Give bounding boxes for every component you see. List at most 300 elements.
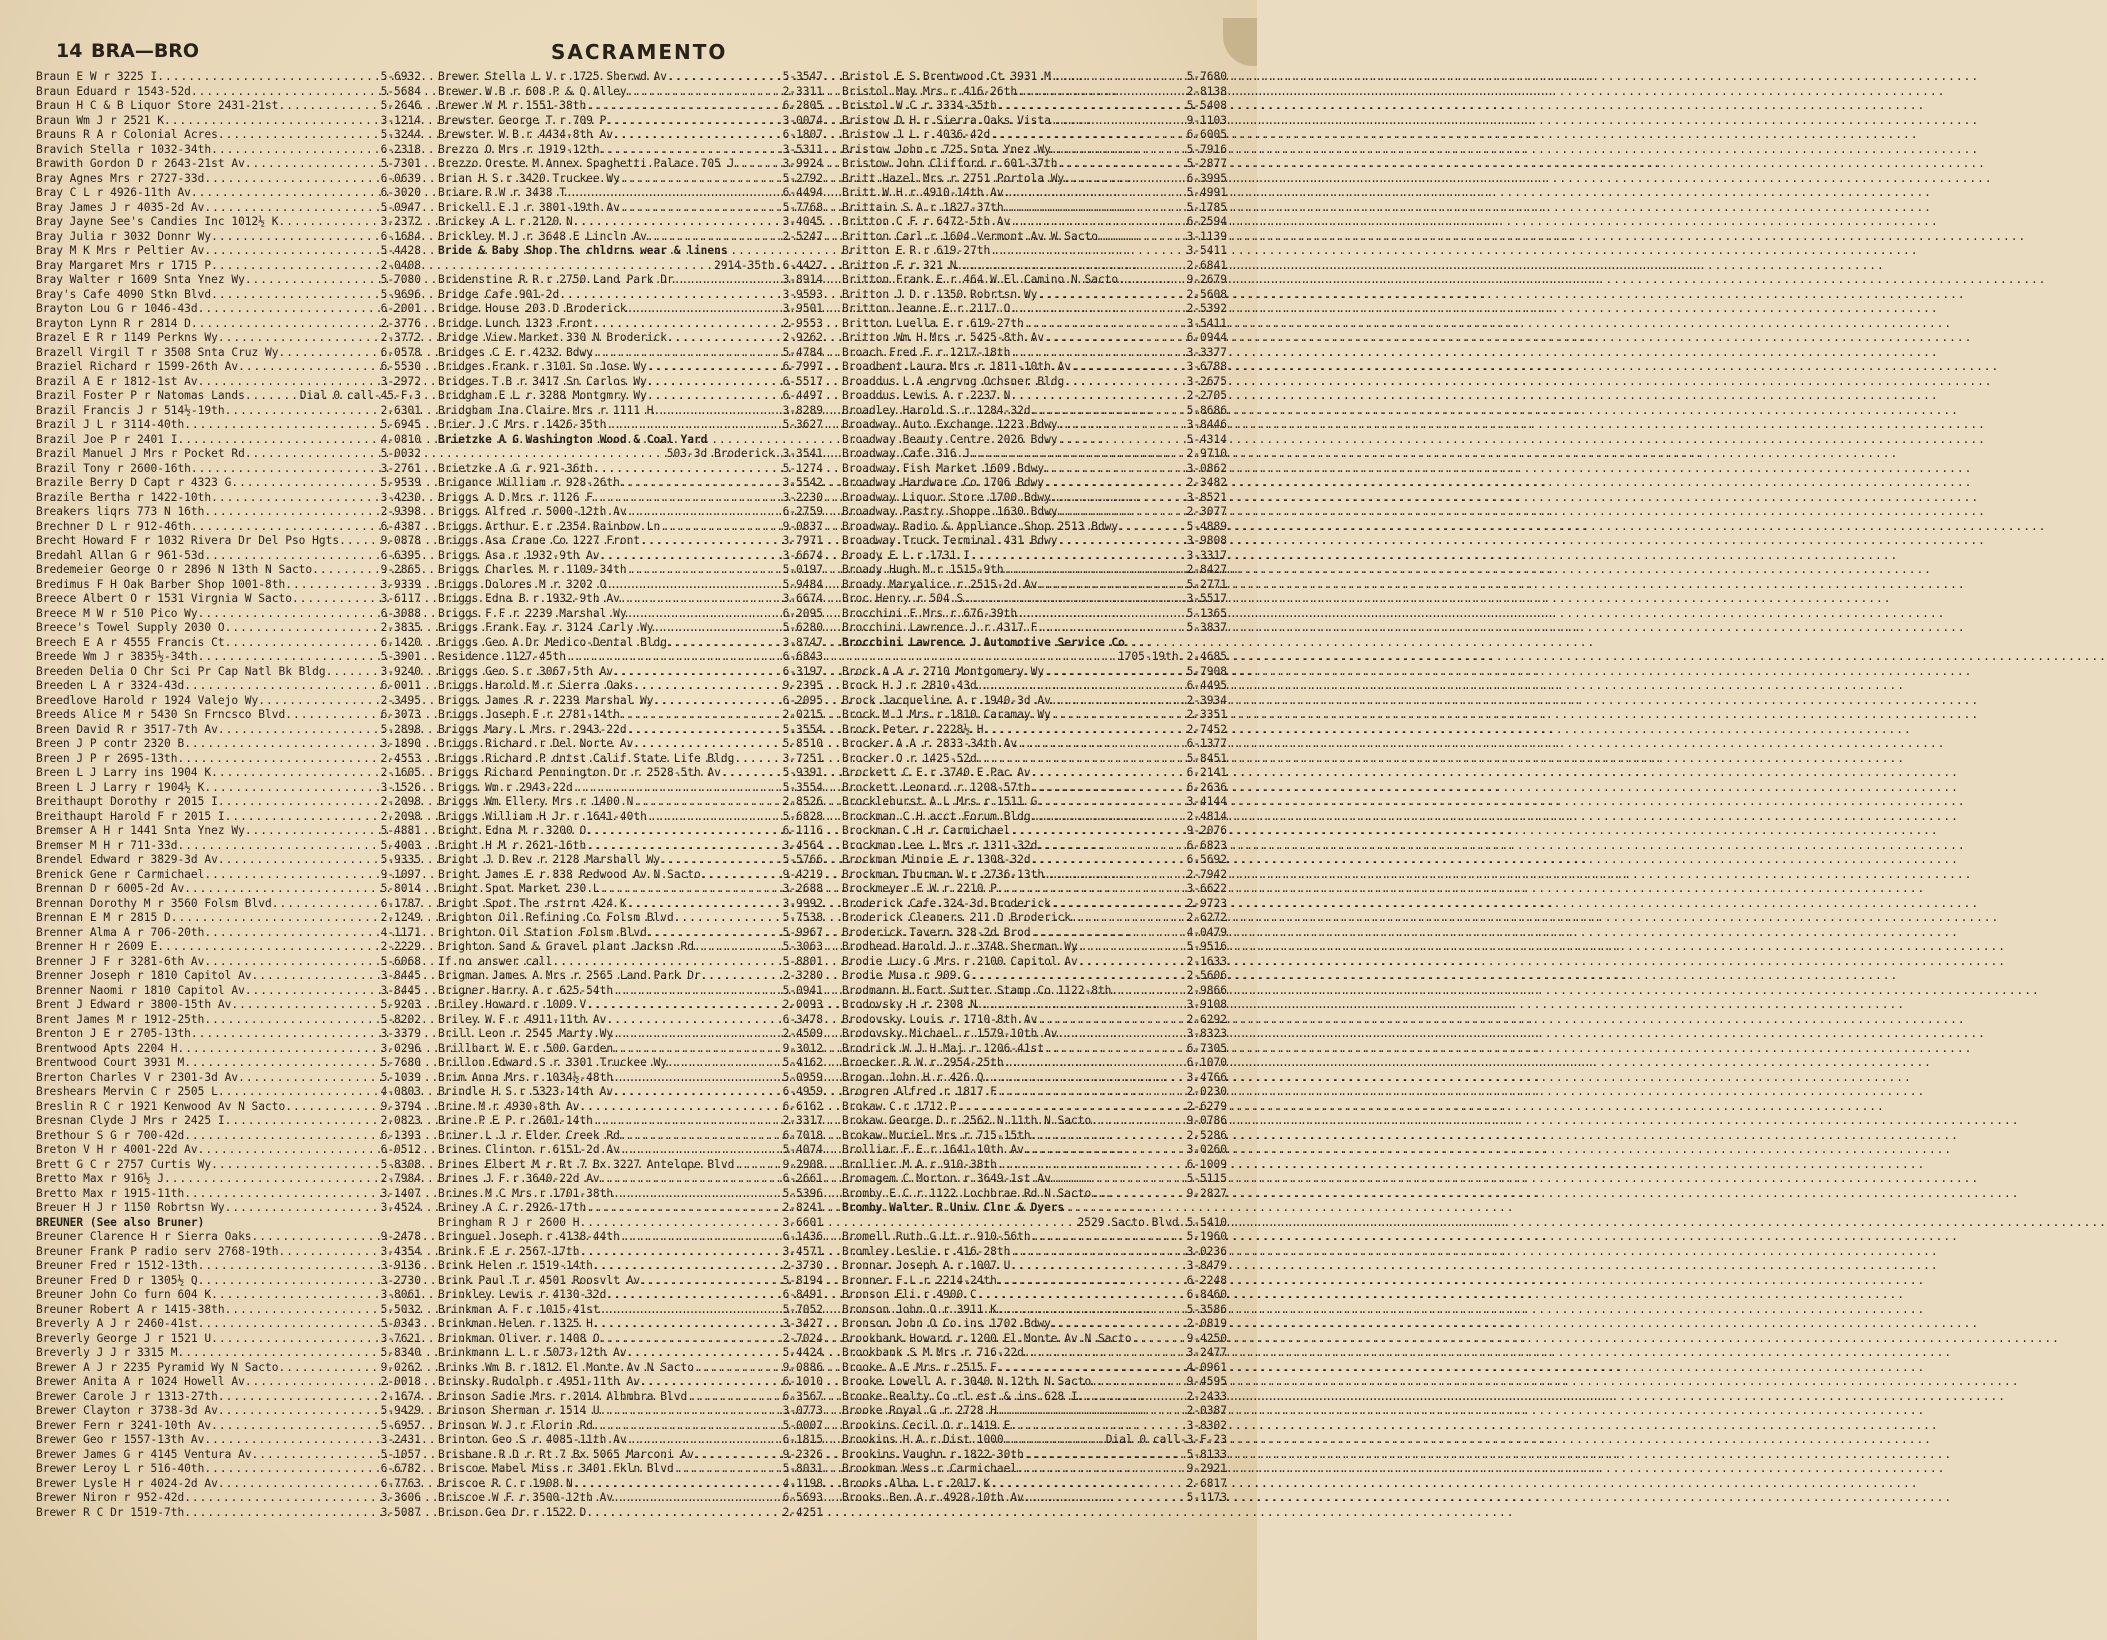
listing-name: Brindle H S r 5323-14th Av <box>438 1085 614 1098</box>
listing-name: Breeden Delia O Chr Sci Pr Cap Natl Bk Bldg <box>36 664 326 678</box>
phone-number: 5-7768 <box>782 200 823 214</box>
phone-number: 2-3495 <box>380 693 421 707</box>
listing-name: Bright H M r 2621-16th <box>438 838 587 852</box>
listing-row <box>842 1317 1227 1332</box>
phone-number: 2-2229 <box>380 940 421 953</box>
leader-dots <box>1004 186 1187 201</box>
phone-number: 5-2771 <box>1186 577 1227 591</box>
listing-row <box>438 1361 823 1376</box>
listing-name: Brennan E M r 2815 D <box>36 911 171 924</box>
listing-row <box>842 1346 1227 1361</box>
phone-number: 2-3835 <box>380 621 421 634</box>
listing-row <box>842 1216 1227 1231</box>
listing-row <box>36 70 421 85</box>
listing-name: Brazil A E r 1812-1st Av <box>36 374 198 388</box>
phone-number: 2-4509 <box>782 1027 823 1040</box>
leader-dots <box>990 128 1186 143</box>
listing-row <box>36 955 421 970</box>
phone-number: 2-3351 <box>1186 708 1227 721</box>
leader-dots <box>1058 418 1187 433</box>
leader-dots <box>593 1114 783 1129</box>
leader-dots <box>225 404 381 419</box>
listing-name: Brokaw C r 1712 P <box>842 1099 957 1113</box>
phone-number: 2-1249 <box>380 911 421 924</box>
listing-row <box>36 273 421 288</box>
listing-row <box>842 679 1227 694</box>
listing-name: Broderick Cleaners 211 D Broderick <box>842 911 1072 924</box>
leader-dots <box>1091 1375 1186 1390</box>
phone-number: 3-4045 <box>782 215 823 228</box>
phone-number: 5-4424 <box>782 1346 823 1359</box>
leader-dots <box>184 1056 380 1071</box>
leader-dots <box>204 1462 380 1477</box>
listing-name: Briggs Edna B r 1932-9th Av <box>438 592 620 605</box>
listing-name: Bremser A H r 1441 Snta Ynez Wy <box>36 824 245 837</box>
listing-name: Broadway Pastry Shoppe 1630 Bdwy <box>842 505 1058 518</box>
phone-number: 2-7024 <box>782 1331 823 1345</box>
leader-dots <box>586 99 782 114</box>
listing-row <box>438 317 823 332</box>
phone-number: 6-6162 <box>782 1099 823 1113</box>
leader-dots <box>1051 897 1187 912</box>
listing-name: Brodovsky Michael r 1579-10th Av <box>842 1027 1058 1040</box>
phone-number: 5-9967 <box>782 925 823 939</box>
leader-dots <box>1010 302 1186 317</box>
listing-row <box>438 882 823 897</box>
leader-dots <box>1078 940 1187 955</box>
phone-number: 5-1057 <box>380 1447 421 1461</box>
listing-row <box>36 1201 421 1216</box>
listing-name: Bredahl Allan G r 961-53d <box>36 548 205 562</box>
listing-name: Briggs Frank Fay r 3124 Carly Wy <box>438 621 654 634</box>
phone-number: 6-1116 <box>782 824 823 837</box>
leader-dots <box>238 360 381 375</box>
listing-name: Briggs Harold M r Sierra Oaks <box>438 679 634 692</box>
leader-dots <box>231 998 380 1013</box>
phone-number: 6-2318 <box>380 142 421 156</box>
listing-row <box>842 810 1227 825</box>
phone-number: 3-8323 <box>1186 1027 1227 1040</box>
listing-row <box>438 215 823 230</box>
listing-row <box>842 520 1227 535</box>
leader-dots <box>613 1042 782 1057</box>
leader-dots <box>1037 1013 1186 1028</box>
listing-row <box>842 781 1227 796</box>
phone-number: 3-1890 <box>380 737 421 750</box>
phone-number: 5-4889 <box>1186 519 1227 533</box>
leader-dots <box>977 679 1187 694</box>
listing-row <box>36 795 421 810</box>
listing-name: Breverly George J r 1521 U <box>36 1331 212 1345</box>
phone-number: 5-5408 <box>1186 99 1227 112</box>
leader-dots <box>1044 665 1187 680</box>
listing-row <box>36 491 421 506</box>
listing-name: Broady Hugh M r 1515-9th <box>842 563 1004 576</box>
phone-number: 2-0093 <box>782 998 823 1011</box>
phone-number: 5-8133 <box>1186 1447 1227 1461</box>
listing-row <box>842 607 1227 622</box>
listing-row <box>36 1259 421 1274</box>
listing-name: Brock H J r 2810-43d <box>842 679 977 692</box>
leader-dots <box>1010 346 1186 361</box>
phone-number: 6-2636 <box>1186 780 1227 794</box>
listing-name: Britton E R r 619-27th <box>842 244 991 257</box>
leader-dots <box>1091 1187 1186 1202</box>
phone-number: 5-7680 <box>1186 70 1227 83</box>
leader-dots <box>997 1085 1187 1100</box>
phone-number: 3-4354 <box>380 1244 421 1258</box>
leader-dots <box>620 172 783 187</box>
phone-number: 2-4814 <box>1186 809 1227 823</box>
listing-row <box>842 476 1227 491</box>
listing-row <box>438 520 823 535</box>
listing-name: Brecht Howard F r 1032 Rivera Dr Del Pso Hgts <box>36 534 340 547</box>
listing-name: Residence 1127-45th <box>438 650 566 663</box>
leader-dots <box>1037 578 1186 593</box>
listing-name: Broderick Tavern 328-2d Brod <box>842 925 1031 939</box>
phone-number: 3-8445 <box>380 969 421 982</box>
listing-row <box>36 1346 421 1361</box>
phone-number: 6-2661 <box>782 1172 823 1185</box>
listing-row <box>438 998 823 1013</box>
listing-row <box>842 433 1227 448</box>
phone-number: 5-2792 <box>782 171 823 185</box>
phone-number: 5-3901 <box>380 650 421 663</box>
listing-row <box>842 331 1227 346</box>
leader-dots <box>620 1143 783 1158</box>
listing-row <box>842 955 1227 970</box>
listing-name: Briney A C r 2926-17th <box>438 1201 587 1214</box>
listing-row <box>36 476 421 491</box>
listing-row <box>438 1274 823 1289</box>
leader-dots <box>1017 607 1186 622</box>
leader-dots <box>613 665 782 680</box>
leader-dots <box>1044 331 1187 346</box>
listing-name: Brett G C r 2757 Curtis Wy <box>36 1157 212 1171</box>
listing-name: Brazil Joe P r 2401 I <box>36 432 178 446</box>
listing-row <box>438 288 823 303</box>
leader-dots <box>1031 853 1187 868</box>
listing-row <box>36 520 421 535</box>
phone-number: 9-2921 <box>1186 1462 1227 1475</box>
phone-number: 5-5115 <box>1186 1172 1227 1185</box>
listing-name: Bridge Cafe 901-2d <box>438 287 560 301</box>
listing-row <box>438 128 823 143</box>
listing-row <box>36 665 421 680</box>
phone-number: 6-7305 <box>1186 1041 1227 1055</box>
listing-row <box>842 1491 1227 1506</box>
leader-dots <box>694 1361 783 1376</box>
listing-name: Bridges Frank r 3101 Sn Jose Wy <box>438 360 647 373</box>
leader-dots <box>225 1114 381 1129</box>
phone-number: 5-6945 <box>380 418 421 431</box>
phone-number: 3-3377 <box>1186 345 1227 359</box>
phone-number: 3-0260 <box>1186 1143 1227 1156</box>
listing-name: Bronner F L r 2214-24th <box>842 1273 997 1287</box>
listing-row <box>842 404 1227 419</box>
phone-number: 6-8460 <box>1186 1288 1227 1301</box>
listing-row <box>842 694 1227 709</box>
leader-dots <box>613 984 782 999</box>
phone-number: 2-0823 <box>380 1114 421 1127</box>
listing-row <box>842 259 1227 274</box>
phone-number: 5-9335 <box>380 853 421 866</box>
listing-row <box>36 1361 421 1376</box>
listing-name: Bronnar Joseph A r 1007 U <box>842 1259 1011 1272</box>
leader-dots <box>1037 839 1186 854</box>
phone-number: 5-7908 <box>1186 664 1227 678</box>
phone-number: 5-3837 <box>1186 621 1227 634</box>
listing-row <box>842 1332 1227 1347</box>
phone-number: 3-2675 <box>1186 374 1227 388</box>
phone-number: 5-8686 <box>1186 403 1227 417</box>
leader-dots <box>218 1085 381 1100</box>
phone-number: 5-1365 <box>1186 606 1227 620</box>
leader-dots <box>164 114 381 129</box>
leader-dots <box>613 1027 782 1042</box>
listing-row <box>36 201 421 216</box>
leader-dots <box>627 1346 783 1361</box>
phone-number: 2-3077 <box>1186 505 1227 518</box>
phone-number: 2-3934 <box>1186 693 1227 707</box>
phone-number: 5-1173 <box>1186 1491 1227 1504</box>
phone-number: 2-0387 <box>1186 1404 1227 1417</box>
listing-name: Bridgham E L r 3288 Montgmry Wy <box>438 389 647 402</box>
phone-number: 5-5032 <box>380 1302 421 1316</box>
listing-name: Breece M W r 510 Pico Wy <box>36 606 198 620</box>
listing-row <box>36 563 421 578</box>
listing-row <box>36 839 421 854</box>
listing-name: Brogren Alfred r 1817 F <box>842 1085 997 1098</box>
listing-row <box>36 1114 421 1129</box>
leader-dots <box>1051 1317 1187 1332</box>
phone-number: 5-1039 <box>380 1070 421 1084</box>
leader-dots <box>579 1245 782 1260</box>
listing-row <box>438 1071 823 1086</box>
listing-name: Bredemeier George O r 2896 N 13th N Sacto <box>36 563 313 576</box>
listing-name: Bristol May Mrs r 416-26th <box>842 84 1018 98</box>
listing-row <box>842 128 1227 143</box>
phone-number: 2-8427 <box>1186 563 1227 576</box>
listing-name: Brenner Joseph r 1810 Capitol Av <box>36 969 252 982</box>
leader-dots <box>245 984 381 999</box>
leader-dots <box>211 230 380 245</box>
listing-name: Brewer Clayton r 3738-3d Av <box>36 1404 218 1417</box>
listing-name: Bristow J L r 4036-42d <box>842 128 991 141</box>
column-3 <box>842 70 1227 1506</box>
phone-number: 3-6622 <box>1186 882 1227 895</box>
listing-name: Bridgham Ina Claire Mrs r 1111 H <box>438 403 654 417</box>
phone-number: 5-8510 <box>782 737 823 750</box>
leader-dots <box>997 99 1187 114</box>
listing-name: Bristow D H r Sierra Oaks Vista <box>842 113 1051 127</box>
phone-number: 5-0941 <box>782 983 823 997</box>
leader-dots <box>198 1317 381 1332</box>
listing-name: Brazil J L r 3114-40th <box>36 418 185 431</box>
leader-dots <box>326 665 381 680</box>
phone-number: 5-7680 <box>380 1056 421 1069</box>
listing-row <box>36 244 421 259</box>
listing-name: Brolliar F E r 1641-10th Av <box>842 1143 1024 1156</box>
leader-dots <box>600 882 783 897</box>
phone-number: 6-4427 <box>782 258 823 272</box>
listing-row <box>36 1027 421 1042</box>
listing-name: Brockman Lee L Mrs r 1311-32d <box>842 838 1038 852</box>
phone-number: 2-0230 <box>1186 1085 1227 1098</box>
listing-row <box>36 1245 421 1260</box>
phone-number: 6-1807 <box>782 128 823 141</box>
listing-row <box>842 99 1227 114</box>
phone-number: 9-2395 <box>782 679 823 692</box>
phone-number: 9-1103 <box>1186 113 1227 127</box>
leader-dots <box>620 476 783 491</box>
listing-row <box>842 723 1227 738</box>
listing-row <box>842 1158 1227 1173</box>
listing-row <box>438 1317 823 1332</box>
leader-dots <box>633 679 782 694</box>
phone-number: 3-8521 <box>1186 490 1227 504</box>
listing-name: Brokaw Muriel Mrs r 715-15th <box>842 1128 1031 1142</box>
listing-heading: Bromby Walter R Univ Clnr & Dyers <box>842 1201 1065 1214</box>
listing-name: Britton Jeanne E r 2117 O <box>842 302 1011 315</box>
leader-dots <box>586 998 782 1013</box>
phone-number: 6-6843 <box>782 650 823 663</box>
leader-dots <box>687 1390 782 1405</box>
leader-dots <box>285 578 380 593</box>
leader-dots <box>977 752 1187 767</box>
phone-number: 2-4553 <box>380 751 421 765</box>
phone-number: 6-2759 <box>782 505 823 518</box>
leader-dots <box>1051 1172 1187 1187</box>
leader-dots <box>1078 1390 1187 1405</box>
phone-number: 4-0479 <box>1186 925 1227 939</box>
leader-dots <box>278 215 380 230</box>
leader-dots <box>573 215 783 230</box>
leader-dots <box>1010 1419 1186 1434</box>
listing-name: Brines Clinton r 6151-2d Av <box>438 1143 620 1156</box>
leader-dots <box>198 1143 381 1158</box>
leader-dots <box>593 462 783 477</box>
listing-name: Brinkmann L L r 5073-12th Av <box>438 1346 627 1359</box>
listing-name: Breakers liqrs 773 N 16th <box>36 505 205 518</box>
leader-dots <box>1024 1143 1187 1158</box>
listing-row <box>36 404 421 419</box>
leader-dots <box>245 389 300 404</box>
listing-row <box>842 868 1227 883</box>
listing-name: Brodovsky Louis r 1710-8th Av <box>842 1012 1038 1026</box>
listing-row <box>438 1346 823 1361</box>
leader-dots <box>970 549 1187 564</box>
listing-name: Bright Spot Market 230 L <box>438 882 600 895</box>
listing-name: Brinkley Lewis r 4130-32d <box>438 1288 607 1301</box>
leader-dots <box>191 1027 381 1042</box>
leader-dots <box>997 1361 1187 1376</box>
phone-number: 9-2076 <box>1186 824 1227 837</box>
phone-number: 6-6005 <box>1186 128 1227 141</box>
leader-dots <box>204 201 380 216</box>
listing-row <box>36 288 421 303</box>
leader-dots <box>1037 621 1186 636</box>
listing-name: Briggs A D Mrs r 1126 F <box>438 490 593 504</box>
phone-number: 6-1377 <box>1186 737 1227 750</box>
listing-row <box>36 1404 421 1419</box>
phone-number: 3-2230 <box>782 490 823 504</box>
phone-number: 3-9593 <box>782 287 823 301</box>
leader-dots <box>258 694 380 709</box>
listing-row <box>438 824 823 839</box>
listing-name: 2529 Sacto Blvd <box>1077 1215 1179 1229</box>
listing-name: Brink Paul T r 4501 Roosvlt Av <box>438 1273 641 1287</box>
listing-row <box>438 1027 823 1042</box>
phone-number: 5-8340 <box>380 1346 421 1359</box>
listing-row <box>842 85 1227 100</box>
listing-row <box>36 1158 421 1173</box>
listing-name: Breede Wm J r 3835½-34th <box>36 650 198 663</box>
listing-name: Bray's Cafe 4090 Stkn Blvd <box>36 287 212 301</box>
listing-row <box>36 1013 421 1028</box>
phone-number: 3-1407 <box>380 1186 421 1200</box>
listing-name: Broaddus Lewis A r 2237 N <box>842 389 1011 402</box>
leader-dots <box>1024 1491 1187 1506</box>
phone-number: 9-2827 <box>1186 1186 1227 1200</box>
listing-row <box>438 1433 823 1448</box>
leader-dots <box>620 708 783 723</box>
phone-number: 5-3627 <box>782 418 823 431</box>
listing-name: Brillhart W E r 500 Garden <box>438 1041 614 1055</box>
phone-number: 3-4230 <box>380 490 421 504</box>
listing-row <box>842 186 1227 201</box>
listing-name: Brentwood Apts 2204 H <box>36 1041 178 1055</box>
phone-number: 5-9539 <box>380 476 421 489</box>
listing-name: Brocchini Lawrence J r 4317 F <box>842 621 1038 634</box>
listing-row <box>36 1462 421 1477</box>
phone-number: 3-4564 <box>782 838 823 852</box>
phone-number: 2-2098 <box>380 795 421 808</box>
listing-row <box>842 839 1227 854</box>
listing-row <box>36 1491 421 1506</box>
listing-name: Bray Walter r 1609 Snta Ynez Wy <box>36 273 245 286</box>
phone-number: 2-9262 <box>782 331 823 344</box>
listing-row <box>842 1404 1227 1419</box>
listing-row <box>438 505 823 520</box>
listing-row <box>438 1462 823 1477</box>
leader-dots <box>963 592 1186 607</box>
phone-number: 6-1684 <box>380 229 421 243</box>
listing-name: Britt Hazel Mrs r 2751 Portola Wy <box>842 171 1065 185</box>
listing-name: Bromell Ruth G Lt r 910-56th <box>842 1230 1031 1243</box>
phone-number: 3-6674 <box>782 592 823 605</box>
leader-dots <box>775 447 783 462</box>
listing-name: Brezzo O Mrs r 1919-12th <box>438 142 600 156</box>
leader-dots <box>606 418 782 433</box>
phone-number: 4-0961 <box>1186 1360 1227 1374</box>
phone-number: 5-3547 <box>782 70 823 83</box>
listing-row <box>36 752 421 767</box>
leader-dots <box>1010 215 1186 230</box>
listing-name: Brazel E R r 1149 Perkns Wy <box>36 331 218 344</box>
phone-number: 9-0786 <box>1186 1114 1227 1127</box>
phone-number: 5-2646 <box>380 99 421 112</box>
listing-name: Brockman Thurman W r 2736-13th <box>842 867 1045 881</box>
listing-row <box>842 998 1227 1013</box>
phone-number: 3-3427 <box>782 1317 823 1330</box>
listing-name: Britton J D r 1350 Robrtsn Wy <box>842 287 1038 301</box>
leader-dots <box>600 1404 783 1419</box>
leader-dots <box>586 1506 782 1521</box>
leader-dots <box>225 621 381 636</box>
listing-row <box>438 868 823 883</box>
listing-name: Brockett Leonard r 1208-57th <box>842 780 1031 794</box>
